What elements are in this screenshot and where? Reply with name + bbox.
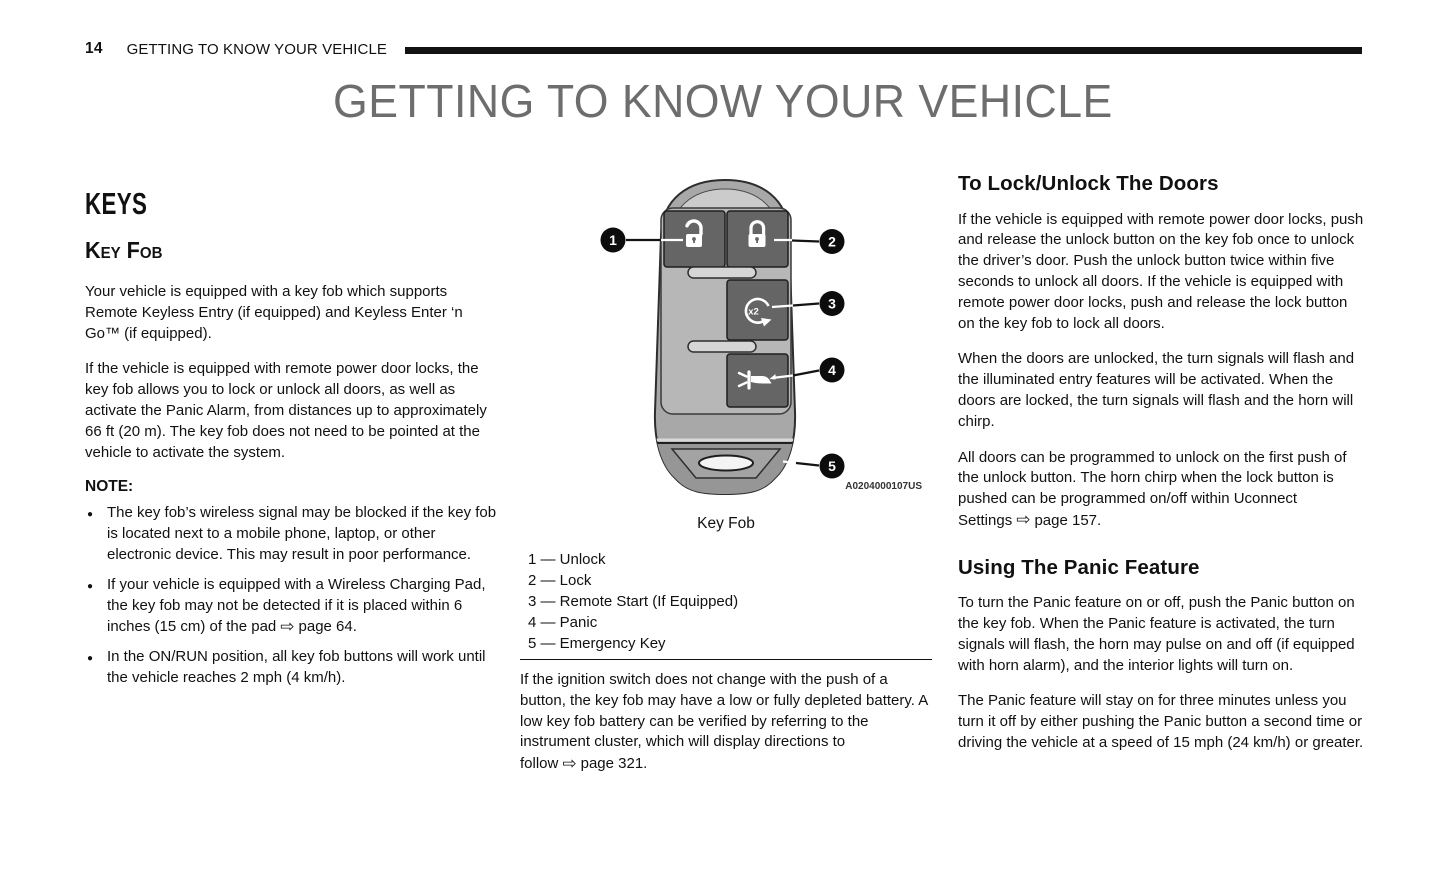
right-column [958, 172, 1368, 769]
legend-item-3: 3 — Remote Start (If Equipped) [528, 593, 739, 610]
page-reference-arrow-icon: ⇨ [562, 753, 577, 774]
figure-id-watermark: A0204000107US [845, 481, 922, 492]
key-fob-heading: Key Fob [85, 237, 163, 263]
note-label: NOTE: [85, 478, 134, 496]
lock-unlock-paragraph-3: All doors can be programmed to unlock on the first push of the unlock button. The horn chirp when the lock button is pushed can be programmed on/off within Uconnect Settings ⇨ page 157. [958, 448, 1347, 531]
legend-item-1: 1 — Unlock [528, 551, 606, 568]
panic-feature-heading: Using The Panic Feature [958, 555, 1200, 579]
lock-unlock-heading: To Lock/Unlock The Doors [958, 172, 1219, 195]
figure-caption: Key Fob [697, 515, 755, 532]
left-column [85, 188, 499, 698]
page-reference-arrow-icon: ⇨ [280, 616, 295, 637]
callout-1 [601, 228, 626, 253]
middle-column [520, 172, 932, 790]
running-header-label: GETTING TO KNOW YOUR VEHICLE [126, 40, 387, 58]
running-header [85, 40, 1362, 58]
page-reference-arrow-icon: ⇨ [1016, 510, 1031, 531]
callout-3 [820, 291, 845, 316]
legend-divider [520, 659, 932, 660]
svg-text:1: 1 [609, 231, 617, 248]
legend-item-2: 2 — Lock [528, 572, 592, 589]
lock-unlock-paragraph-1: If the vehicle is equipped with remote power door locks, push and release the unlock button on the key fob once to unlock the driver’s door. Push the unlock button twice within five seconds to unlock all doors. If the vehicle is equipped with remote power door locks, push and release the lock button on the key fob to lock all doors. [958, 210, 1364, 332]
panic-paragraph-2: The Panic feature will stay on for three minutes unless you turn it off by either pushing the Panic button a second time or driving the vehicle at a speed of 15 mph (24 km/h) or greater. [958, 692, 1364, 752]
callout-4 [820, 358, 845, 383]
page-title: GETTING TO KNOW YOUR VEHICLE [332, 75, 1113, 127]
svg-text:4: 4 [828, 361, 836, 378]
panic-paragraph-1: To turn the Panic feature on or off, push the Panic button on the key fob. When the Panic feature is activated, the turn signals will flash, the horn may pulse on and off (if equipped with horn alarm), and the interior lights will turn on. [958, 594, 1355, 674]
lock-unlock-paragraph-2: When the doors are unlocked, the turn signals will flash and the illuminated entry features will be activated. When the doors are locked, the turn signals will flash and the horn will chirp. [958, 350, 1355, 430]
svg-text:3: 3 [828, 295, 836, 312]
svg-text:2: 2 [828, 233, 836, 250]
key-fob-illustration [520, 172, 932, 504]
note-bullet-1: ● The key fob’s wireless signal may be blocked if the key fob is located next to a mobile phone, laptop, or other electronic device. This may result in poor performance. [85, 503, 499, 565]
legend-item-4: 4 — Panic [528, 614, 598, 631]
keys-heading: KEYS [85, 186, 148, 221]
fob-separator-pill-2 [688, 341, 756, 352]
fob-separator-pill-1 [688, 267, 756, 278]
battery-paragraph: If the ignition switch does not change with the push of a button, the key fob may have a low or fully depleted battery. A low key fob battery can be verified by referring to the instrument cluster, which will display directions to follow ⇨ page 321. [520, 671, 928, 774]
callout-2 [820, 229, 845, 254]
svg-text:x2: x2 [748, 306, 759, 318]
key-fob-paragraph-2: If the vehicle is equipped with remote power door locks, the key fob allows you to lock or unlock all doors, as well as activate the Panic Alarm, from distances up to approximately 66 ft (20 m). The key fob does not need to be pointed at the vehicle to activate the system. [85, 360, 487, 461]
svg-text:5: 5 [828, 457, 836, 474]
emergency-key-slot [699, 456, 753, 471]
legend-item-5: 5 — Emergency Key [528, 635, 666, 652]
fob-legend [520, 549, 932, 654]
callout-5 [820, 454, 845, 479]
note-bullet-3: ● In the ON/RUN position, all key fob buttons will work until the vehicle reaches 2 mph (4 km/h). [85, 647, 499, 689]
header-rule [405, 47, 1362, 54]
key-fob-paragraph-1: Your vehicle is equipped with a key fob which supports Remote Keyless Entry (if equipped) and Keyless Enter ‘n Go™ (if equipped). [85, 283, 463, 342]
page-number: 14 [85, 40, 103, 57]
note-bullet-list [85, 503, 499, 688]
note-bullet-2: ● If your vehicle is equipped with a Wireless Charging Pad, the key fob may not be detected if it is placed within 6 inches (15 cm) of the pad ⇨ page 64. [85, 575, 499, 638]
